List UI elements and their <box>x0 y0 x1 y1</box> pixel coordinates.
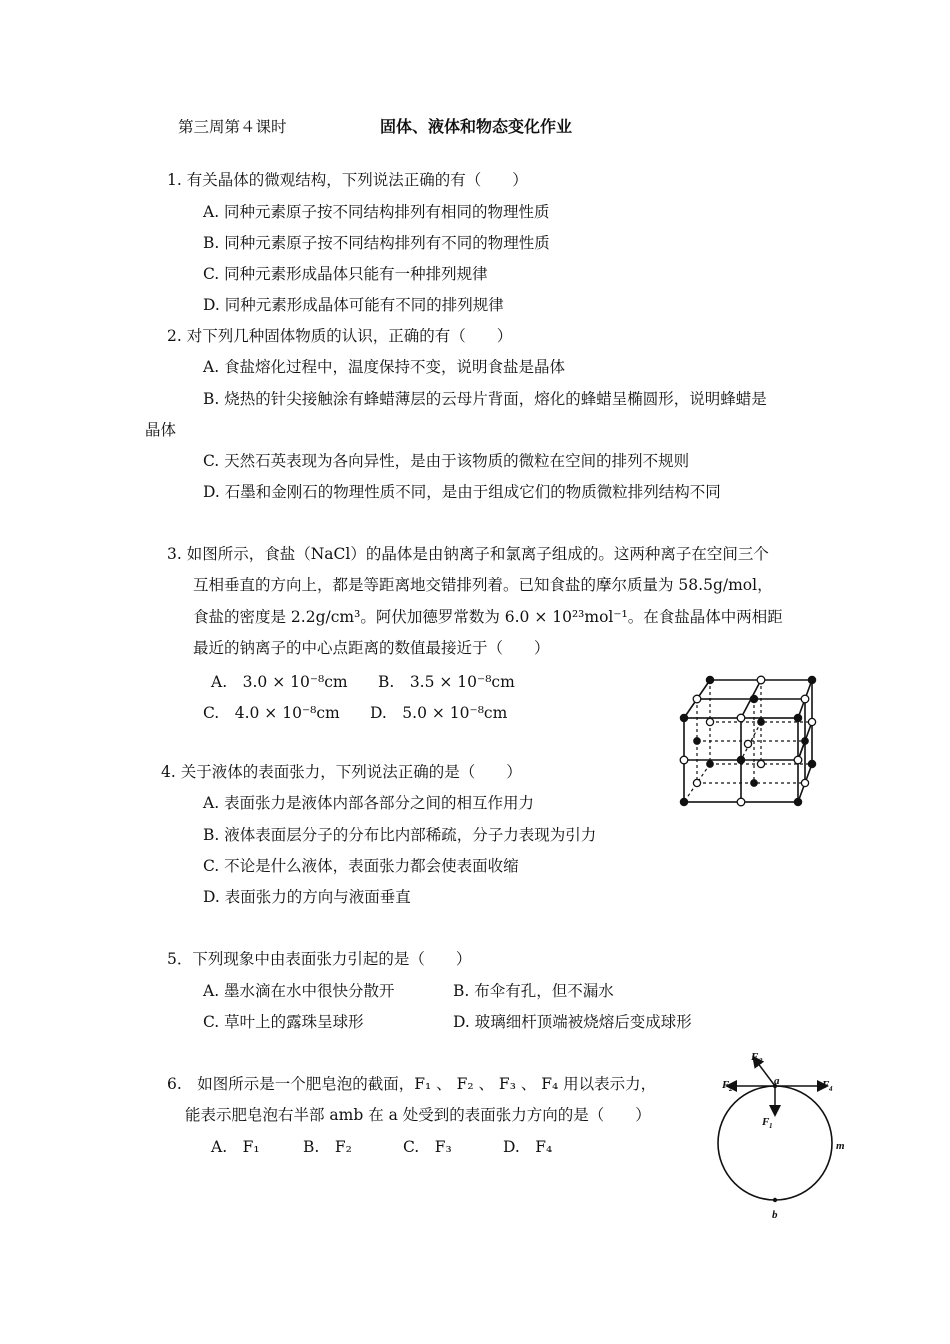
q3-line2: 互相垂直的方向上，都是等距离地交错排列着。已知食盐的摩尔质量为 58.5g/mol， <box>193 576 773 594</box>
q6-option-a: A. F₁ <box>211 1138 260 1156</box>
q4-option-d: D. 表面张力的方向与液面垂直 <box>203 888 411 906</box>
q2-option-c: C. 天然石英表现为各向异性，是由于该物质的微粒在空间的排列不规则 <box>203 452 690 470</box>
nacl-crystal-figure <box>672 668 832 814</box>
q1-stem: 1. 有关晶体的微观结构，下列说法正确的有（ ） <box>167 171 528 189</box>
q1-option-b: B. 同种元素原子按不同结构排列有不同的物理性质 <box>203 234 550 252</box>
q6-line1: 6. 如图所示是一个肥皂泡的截面，F₁ 、 F₂ 、 F₃ 、 F₄ 用以表示力， <box>167 1075 657 1093</box>
q5-option-a: A. 墨水滴在水中很快分散开 <box>203 982 395 1000</box>
label-f1-sub: 1 <box>769 1122 773 1130</box>
label-f3-sub: 3 <box>759 1057 763 1065</box>
q3-line4: 最近的钠离子的中心点距离的数值最接近于（ ） <box>193 639 550 657</box>
q6-option-d: D. F₄ <box>503 1138 553 1156</box>
q1-option-c: C. 同种元素形成晶体只能有一种排列规律 <box>203 265 488 283</box>
label-f4: F <box>822 1079 830 1091</box>
q2-option-b: B. 烧热的针尖接触涂有蜂蜡薄层的云母片背面，熔化的蜂蜡呈椭圆形，说明蜂蜡是 <box>203 390 767 408</box>
label-f2-sub: 2 <box>729 1085 733 1093</box>
label-f2: F <box>722 1079 730 1091</box>
soap-bubble-figure <box>708 1050 858 1225</box>
q3-option-b: B. 3.5 × 10⁻⁸cm <box>378 673 515 691</box>
lesson-label: 第三周第４课时 <box>178 118 287 136</box>
label-a: a <box>774 1075 780 1087</box>
q3-option-c: C. 4.0 × 10⁻⁸cm <box>203 704 340 722</box>
q5-option-b: B. 布伞有孔，但不漏水 <box>453 982 614 1000</box>
label-f3: F <box>751 1051 759 1063</box>
q6-line2: 能表示肥皂泡右半部 amb 在 a 处受到的表面张力方向的是（ ） <box>185 1106 651 1124</box>
q1-option-a: A. 同种元素原子按不同结构排列有相同的物理性质 <box>203 203 550 221</box>
q3-line1: 3. 如图所示，食盐（NaCl）的晶体是由钠离子和氯离子组成的。这两种离子在空间三个 <box>167 545 769 563</box>
label-b: b <box>772 1209 778 1221</box>
q4-stem: 4. 关于液体的表面张力，下列说法正确的是（ ） <box>161 763 522 781</box>
q3-option-a: A. 3.0 × 10⁻⁸cm <box>211 673 348 691</box>
q6-option-c: C. F₃ <box>403 1138 452 1156</box>
q4-option-c: C. 不论是什么液体，表面张力都会使表面收缩 <box>203 857 519 875</box>
label-f4-sub: 4 <box>829 1085 833 1093</box>
page-title: 固体、液体和物态变化作业 <box>380 117 573 136</box>
q3-line3: 食盐的密度是 2.2g/cm³。阿伏加德罗常数为 6.0 × 10²³mol⁻¹。在食盐晶体中两相距 <box>193 608 783 626</box>
q2-stem: 2. 对下列几种固体物质的认识，正确的有（ ） <box>167 327 513 345</box>
q5-option-c: C. 草叶上的露珠呈球形 <box>203 1013 364 1031</box>
label-m: m <box>836 1140 845 1152</box>
q4-option-a: A. 表面张力是液体内部各部分之间的相互作用力 <box>203 794 535 812</box>
label-f1: F <box>762 1116 770 1128</box>
q2-option-b-cont: 晶体 <box>145 421 177 439</box>
q2-option-a: A. 食盐熔化过程中，温度保持不变，说明食盐是晶体 <box>203 358 566 376</box>
q4-option-b: B. 液体表面层分子的分布比内部稀疏，分子力表现为引力 <box>203 826 597 844</box>
q5-option-d: D. 玻璃细杆顶端被烧熔后变成球形 <box>453 1013 692 1031</box>
q3-option-d: D. 5.0 × 10⁻⁸cm <box>370 704 508 722</box>
q1-option-d: D. 同种元素形成晶体可能有不同的排列规律 <box>203 296 504 314</box>
q6-option-b: B. F₂ <box>303 1138 352 1156</box>
q5-stem: 5．下列现象中由表面张力引起的是（ ） <box>167 950 472 968</box>
q2-option-d: D. 石墨和金刚石的物理性质不同，是由于组成它们的物质微粒排列结构不同 <box>203 483 721 501</box>
